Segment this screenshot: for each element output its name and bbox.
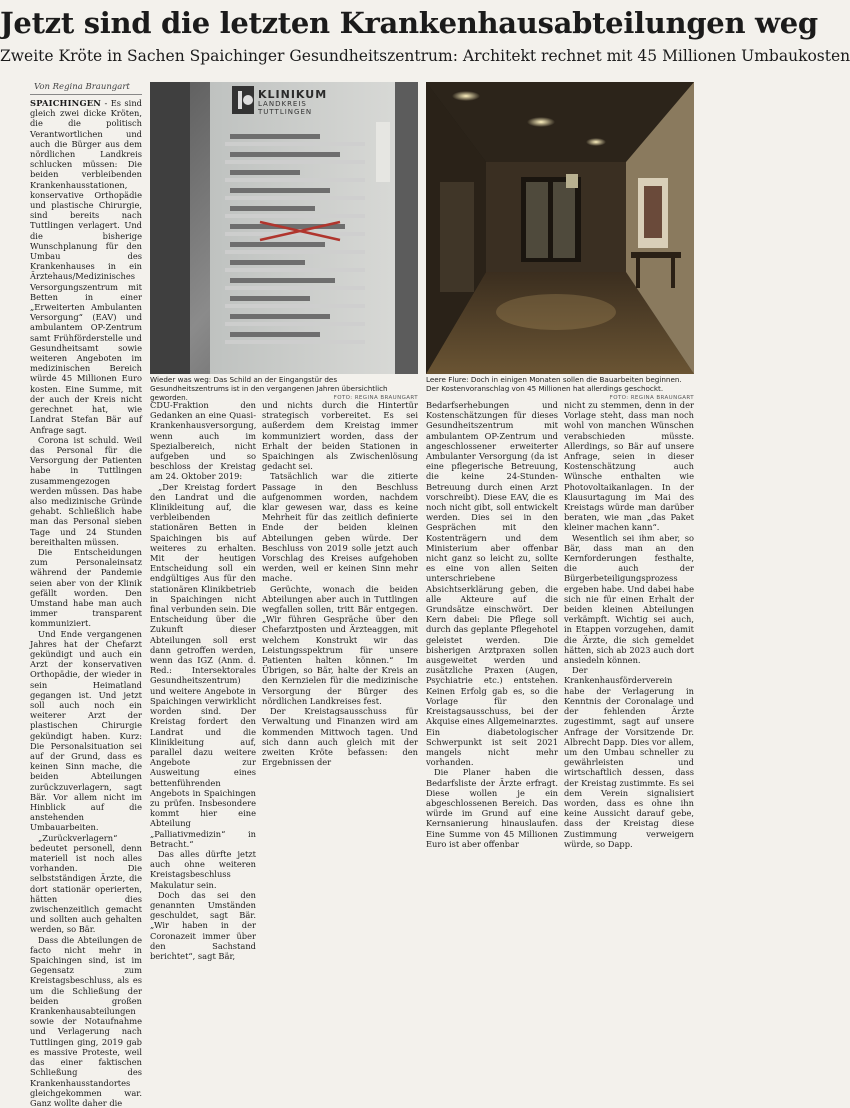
article-column-5 (564, 400, 694, 849)
paragraph: Gerüchte, wonach die beiden Abteilungen aber auch in Tuttlingen wegfallen sollen, tritt Bär entgegen. „Wir führen Gespräche über den Chefarztposten und Ärzteaggen, mit welchem Konstrukt wir das Leistungsspektrum für unsere Patienten halten können.“ Im Übrigen, so Bär, halte der Kreis an den Kernzielen für die medizinische Versorgung der Bürger des nördlichen Landkreises fest. (262, 583, 418, 706)
photo-caption-right: Leere Flure: Doch in einigen Monaten sollen die Bauarbeiten beginnen. Der Kostenvoranschlag von 45 Millionen hat allerdings geschockt. FOTO: REGINA BRAUNGART (426, 375, 694, 401)
paragraph: Der Krankenhausförderverein habe der Verlagerung in Kenntnis der Coronalage und der fehlenden Ärzte zugestimmt, sagt auf unsere Anfrage der Vorsitzende Dr. Albrecht Dapp. Dies vor allem, um den Umbau schneller zu gewährleisten und wirtschaftlich dessen, dass der Kreistag zustimmte. Es sei dem Verein signalisiert worden, dass es ohne ihn keine Aussicht darauf gebe, dass der Kreistag diese Zustimmung verweigern würde, so Dapp. (564, 665, 694, 849)
article-column-2 (150, 400, 257, 961)
byline-rule (30, 94, 142, 95)
paragraph: SPAICHINGEN - Es sind gleich zwei dicke Kröten, die die politisch Verantwortlichen und auch die Bürger aus dem nördlichen Landkreis schlucken müssen: Die beiden verbleibenden Krankenhausstationen, konservative Orthopädie und plastische Chirurgie, sind bereits nach Tuttlingen verlagert. Und die bisherige Wunschplanung für den Umbau des Krankenhauses in ein Ärztehaus/Medizinisches Versorgungszentrum mit Betten in einer „Erweiterten Ambulanten Versorgung“ (EAV) und ambulantem OP-Zentrum samt Frühförderstelle und Gesundheitsamt sowie weiteren Angeboten im medizinischen Bereich würde 45 Millionen Euro kosten. Eine Summe, mit der auch der Kreis nicht gerechnet hat, wie Landrat Stefan Bär auf Anfrage sagt. (30, 98, 142, 435)
paragraph: Tatsächlich war die zitierte Passage in den Beschluss aufgenommen worden, nachdem klar gewesen war, dass es keine Mehrheit für das zeitlich definierte Ende der beiden kleinen Abteilungen geben würde. Der Beschluss von 2019 solle jetzt auch Vorschlag des Kreises aufgehoben werden, weil er keinen Sinn mehr mache. (262, 471, 418, 584)
photo-credit: FOTO: REGINA BRAUNGART (609, 394, 694, 401)
sign-name: KLINIKUM (258, 88, 328, 101)
paragraph: Corona ist schuld. Weil das Personal für die Versorgung der Patienten habe in Tuttlingen zusammengezogen werden müssen. Das habe also medizinische Gründe gehabt. Schließlich habe man das Personal sieben Tage und 24 Stunden bereithalten müssen. (30, 434, 142, 547)
paragraph: nicht zu stemmen, denn in der Vorlage steht, dass man noch wohl von manchen Wünschen verabschieden müsste. Allerdings, so Bär auf unsere Anfrage, seien in dieser Kostenschätzung auch Wünsche enthalten wie Photovoltaikanlagen. In der Klausurtagung im Mai des Kreistags würde man darüber beraten, wie man „das Paket kleiner machen kann“. (564, 400, 694, 533)
corridor-illustration (426, 82, 694, 374)
paragraph: Die Planer haben die Bedarfsliste der Ärzte erfragt. Diese wollen je ein abgeschlossenen Bereich. Das würde im Grund auf eine Kernsanierung hinauslaufen. Eine Summe von 45 Millionen Euro ist aber offenbar (426, 767, 558, 849)
subheadline: Zweite Kröte in Sachen Spaichinger Gesundheitszentrum: Architekt rechnet mit 45 Millionen Umbaukosten (0, 47, 850, 65)
paragraph: Das alles dürfte jetzt auch ohne weiteren Kreistagsbeschluss Makulatur sein. (150, 848, 256, 890)
paragraph: „Der Kreistag fordert den Landrat und die Klinikleitung auf, die verbleibenden stationären Betten in Spaichingen bis auf weiteres zu erhalten. Mit der heutigen Entscheidung soll ein endgültiges Aus für den stationären Klinikbetrieb in Spaichingen nicht final verbunden sein. Die Entscheidung über die Zukunft dieser Abteilungen soll erst dann getroffen werden, wenn das IGZ (Anm. d. Red.: Intersektorales Gesundheitszentrum) und weitere Angebote in Spaichingen verwirklicht worden sind. Der Kreistag fordert den Landrat und die Klinikleitung auf, parallel dazu weitere Angebote zur Ausweitung eines bettenführenden Angebots in Spaichingen zu prüfen. Insbesondere kommt hier eine Abteilung „Palliativmedizin“ in Betracht.“ (150, 481, 256, 849)
article-column-3 (262, 400, 418, 768)
paragraph: Dass die Abteilungen de facto nicht mehr in Spaichingen sind, ist im Gegensatz zum Kreistagsbeschluss, als es um die Schließung der beiden großen Krankenhausabteilungen sowie der Notaufnahme und Verlagerung nach Tuttlingen ging, 2019 gab es massive Proteste, weil das einer faktischen Schließung des Krankenhausstandortes gleichgekommen war. Ganz wollte daher die (30, 934, 142, 1108)
paragraph: CDU-Fraktion den Gedanken an eine Quasi-Krankenhausversorgung, wenn auch im Spezialbereich, nicht aufgeben und so beschloss der Kreistag am 24. Oktober 2019: (150, 400, 257, 482)
paragraph: „Zurückverlagern“ bedeutet personell, denn materiell ist noch alles vorhanden. Die selbstständigen Ärzte, die dort stationär operierten, hätten dies zwischenzeitlich gemacht und sollten auch gehalten werden, so Bär. (30, 832, 142, 935)
article-column-4 (426, 400, 558, 849)
photo-credit: FOTO: REGINA BRAUNGART (333, 394, 418, 401)
byline: Von Regina Braungart (34, 82, 130, 92)
corridor-photo (426, 82, 694, 374)
sign-line-2: LANDKREIS (258, 100, 307, 108)
clinic-sign-illustration (150, 82, 418, 374)
paragraph: Bedarfserhebungen und Kostenschätzungen für dieses Gesundheitszentrum mit ambulantem OP-Zentrum und angeschlossener erweiterter Ambulanter Versorgung (da ist eine pflegerische Betreuung, die keine 24-Stunden-Betreuung durch einen Arzt vorschreibt). Diese EAV, die es noch nicht gibt, soll entwickelt werden. Dies sei in den Gesprächen mit den Kostenträgern und dem Ministerium aber offenbar nicht ganz so leicht zu, sollte es eine von allen Seiten unterschriebene Absichtserklärung geben, die alle Akteure auf die Grundsätze einschwört. Der Kern dabei: Die Pflege soll durch das geplante Pflegehotel geleistet werden. Die bisherigen Arztpraxen sollen ausgeweitet werden und zusätzliche Praxen (Augen, Psychiatrie etc.) entstehen. Keinen Erfolg gab es, so die Vorlage für den Kreistagsausschuss, bei der Akquise eines Allgemeinarztes. Ein diabetologischer Schwerpunkt ist seit 2021 mangels nicht mehr vorhanden. (426, 400, 558, 768)
paragraph: Die Entscheidungen zum Personaleinsatz während der Pandemie seien aber von der Klinik gefällt worden. Den Umstand habe man auch immer transparent kommuniziert. (30, 546, 142, 629)
paragraph: Wesentlich sei ihm aber, so Bär, dass man an den Kernforderungen festhalte, die auch der Bürgerbeteiligungsprozess ergeben habe. Und dabei habe sich nie für einen Erhalt der beiden kleinen Abteilungen verkämpft. Wichtig sei auch, in Etappen vorzugehen, damit die Ärzte, die sich gemeldet hätten, sich ab 2023 auch dort ansiedeln können. (564, 532, 694, 666)
paragraph: Und Ende vergangenen Jahres hat der Chefarzt gekündigt und auch ein Arzt der konservativen Orthopädie, der wieder in sein Heimatland gegangen ist. Und jetzt soll auch noch ein weiterer Arzt der plastischen Chirurgie gekündigt haben. Kurz: Die Personalsituation sei auf der Grund, dass es keinen Sinn mache, die beiden Abteilungen zurückzuverlagern, sagt Bär. Vor allem nicht im Hinblick auf die anstehenden Umbauarbeiten. (30, 628, 142, 833)
dateline: SPAICHINGEN (30, 98, 102, 108)
sign-line-3: TUTTLINGEN (258, 108, 313, 116)
paragraph: Doch das sei den genannten Umständen geschuldet, sagt Bär. „Wir haben in der Coronazeit immer über den Sachstand berichtet“, sagt Bär, (150, 889, 256, 961)
paragraph: Der Kreistagsausschuss für Verwaltung und Finanzen wird am kommenden Mittwoch tagen. Und sich dann auch gleich mit der zweiten Kröte befassen: den Ergebnissen der (262, 706, 418, 768)
photo-caption-left: Wieder was weg: Das Schild an der Eingangstür des Gesundheitszentrums ist in den vergangenen Jahren übersichtlich geworden. FOTO: REGINA BRAUNGART (150, 375, 418, 402)
paragraph: und nichts durch die Hintertür strategisch vorbereitet. Es sei außerdem dem Kreistag immer kommuniziert worden, dass der Erhalt der beiden Stationen in Spaichingen als Zwischenlösung gedacht sei. (262, 400, 418, 472)
clinic-sign-photo (150, 82, 418, 374)
article-column-1 (30, 98, 142, 1108)
headline: Jetzt sind die letzten Krankenhausabteilungen weg (0, 6, 818, 40)
